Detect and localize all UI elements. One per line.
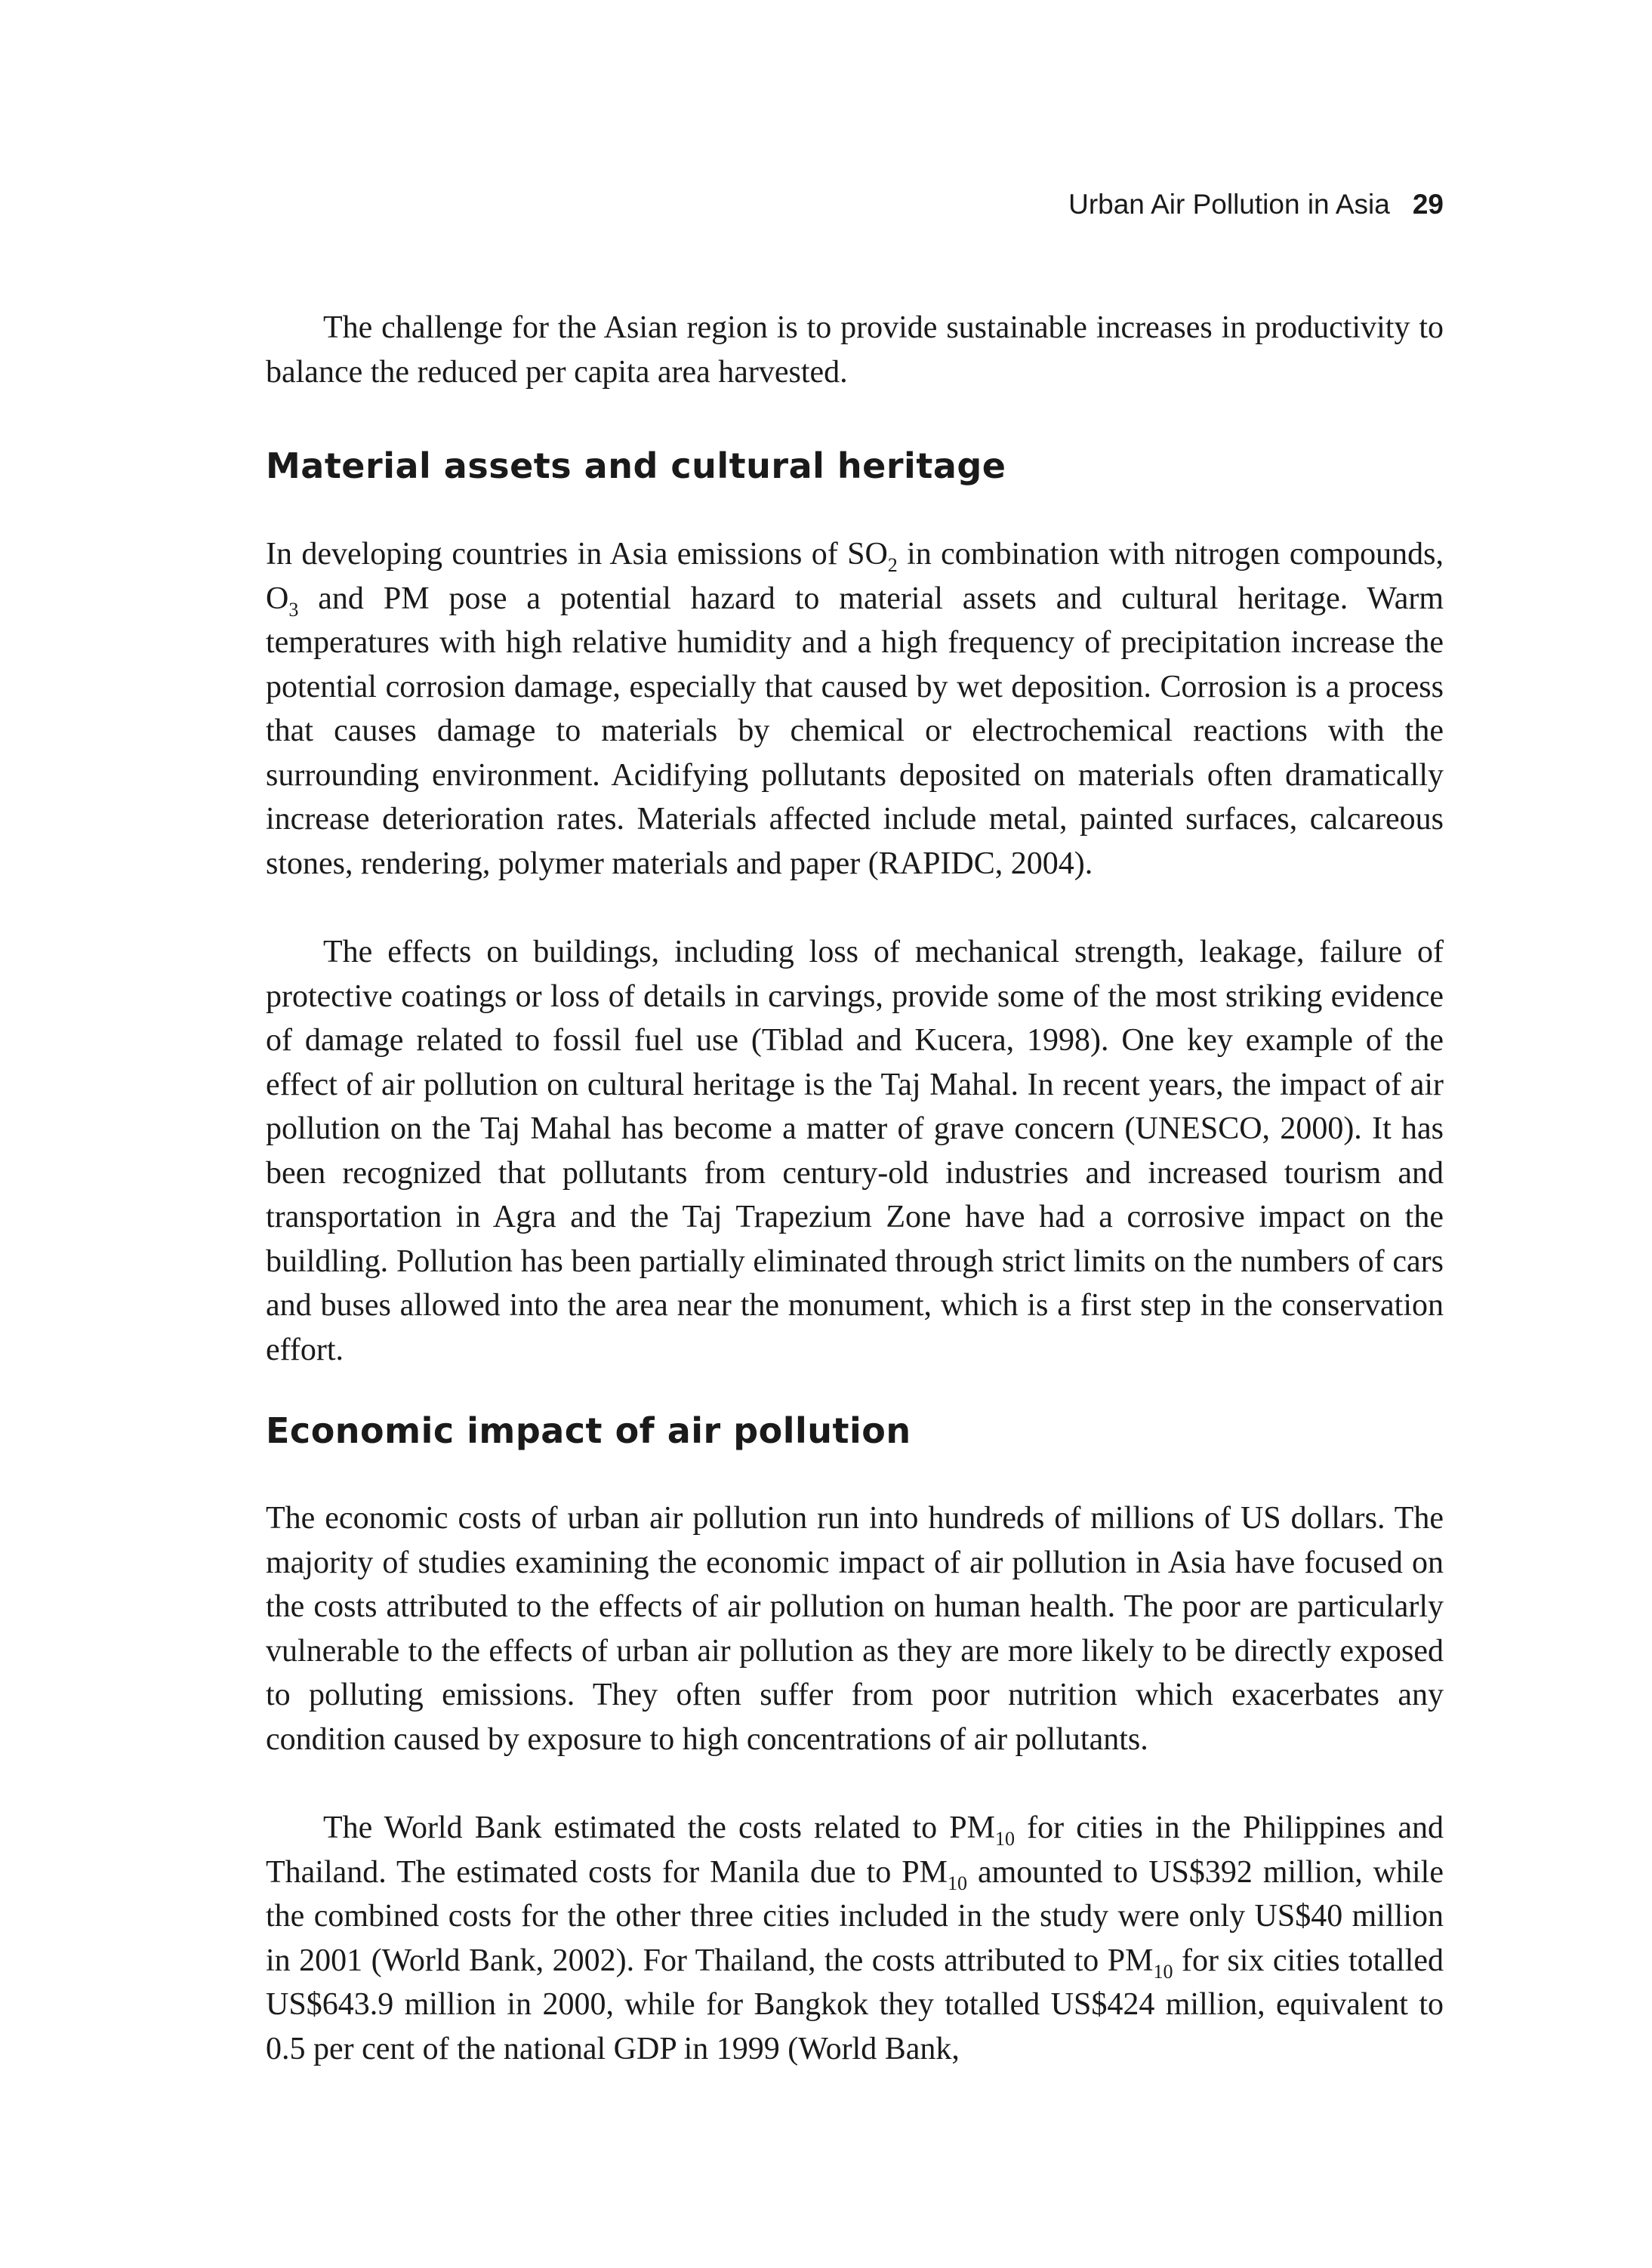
running-title: Urban Air Pollution in Asia bbox=[1068, 189, 1390, 220]
subscript: 10 bbox=[948, 1872, 967, 1894]
subscript: 3 bbox=[288, 598, 299, 621]
text-run: In developing countries in Asia emissions of SO bbox=[266, 537, 888, 572]
subscript: 2 bbox=[887, 554, 898, 576]
subscript: 10 bbox=[995, 1828, 1015, 1850]
section-heading-material-assets: Material assets and cultural heritage bbox=[266, 445, 1006, 486]
subscript: 10 bbox=[1153, 1960, 1173, 1983]
paragraph-economic-impact-1: The economic costs of urban air pollution run into hundreds of millions of US dollars. The majority of studies examining the economic impact of air pollution in Asia have focused on the costs attributed to the effects of air pollution on human health. The poor are particularly vulnerable to the effects of urban air pollution as they are more likely to be directly exposed to polluting emissions. They often suffer from poor nutrition which exacerbates any condition caused by exposure to high concentrations of air pollutants. bbox=[266, 1501, 1444, 1757]
text-run: and PM pose a potential hazard to material assets and cultural heritage. Warm temperatures with high relative humidity and a high frequency of precipitation increase the potential corrosion damage, especially that caused by wet deposition. Corrosion is a process that causes damage to materials by chemical or electrochemical reactions with the surrounding environment. Acidifying pollutants deposited on materials often dramatically increase deterioration rates. Materials affected include metal, painted surfaces, calcareous stones, rendering, polymer materials and paper (RAPIDC, 2004). bbox=[266, 581, 1444, 881]
section-heading-economic-impact: Economic impact of air pollution bbox=[266, 1410, 911, 1451]
running-header bbox=[1068, 189, 1444, 220]
text-run: for cities in the Philippines and Thailand. The estimated costs for Manila due to PM bbox=[266, 1810, 1444, 1890]
text-run: The World Bank estimated the costs related to PM bbox=[323, 1810, 995, 1845]
paragraph-material-assets-2: The effects on buildings, including loss of mechanical strength, leakage, failure of protective coatings or loss of details in carvings, provide some of the most striking evidence of damage related to fossil fuel use (Tiblad and Kucera, 1998). One key example of the effect of air pollution on cultural heritage is the Taj Mahal. In recent years, the impact of air pollution on the Taj Mahal has become a matter of grave concern (UNESCO, 2000). It has been recognized that pollutants from century-old industries and increased tourism and transportation in Agra and the Taj Trapezium Zone have had a corrosive impact on the buildling. Pollution has been partially eliminated through strict limits on the numbers of cars and buses allowed into the area near the monument, which is a first step in the conservation effort. bbox=[266, 935, 1444, 1367]
text-run: for six cities totalled US$643.9 million in 2000, while for Bangkok they totalled US$424 million, equivalent to 0.5 per cent of the national GDP in 1999 (World Bank, bbox=[266, 1943, 1444, 2066]
paragraph-economic-impact-2 bbox=[266, 1806, 1444, 2071]
page-number: 29 bbox=[1412, 189, 1444, 220]
text-run: in combination with nitrogen compounds, O bbox=[266, 537, 1444, 616]
text-run: amounted to US$392 million, while the combined costs for the other three cities included in the study were only US$40 million in 2001 (World Bank, 2002). For Thailand, the costs attributed to PM bbox=[266, 1854, 1444, 1978]
intro-paragraph: The challenge for the Asian region is to provide sustainable increases in productivity to balance the reduced per capita area harvested. bbox=[266, 310, 1444, 390]
paragraph-material-assets-1 bbox=[266, 532, 1444, 886]
